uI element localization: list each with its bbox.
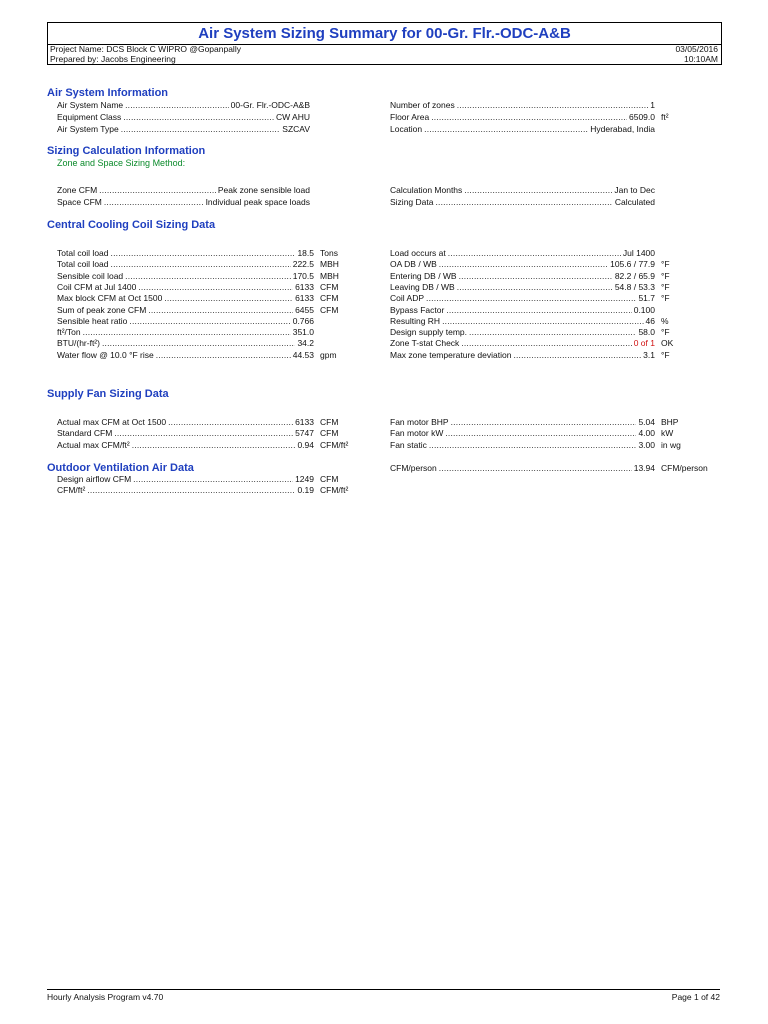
field-value: 44.53 [292, 349, 314, 360]
field-label: Equipment Class [57, 112, 122, 122]
project-name: Project Name: DCS Block C WIPRO @Gopanpally [50, 44, 241, 54]
supply-fan-right-row [390, 428, 674, 439]
leader-dots [513, 350, 641, 360]
leader-dots [442, 316, 643, 326]
leader-dots [83, 327, 291, 337]
field-value: 351.0 [292, 327, 314, 338]
field-label: Design airflow CFM [57, 474, 132, 484]
field-label: CFM/person [390, 463, 437, 473]
sizing-calc-info-left-row [57, 197, 310, 207]
field-value: 18.5 [297, 248, 314, 258]
sizing-calc-info-right-row [390, 197, 655, 207]
field-value: 3.1 [643, 349, 655, 360]
cooling-coil-right-row [390, 338, 674, 349]
field-value: 34.2 [297, 338, 314, 349]
field-unit-text: CFM [320, 293, 339, 304]
field-label: Resulting RH [390, 315, 441, 326]
field-unit-text: CFM [320, 304, 339, 315]
field-value: 51.7 [638, 293, 655, 304]
field-label: Fan motor kW [390, 428, 444, 439]
leader-dots [429, 440, 637, 450]
leader-dots [132, 440, 296, 450]
field-value: 5.04 [638, 417, 655, 427]
program-version: Hourly Analysis Program v4.70 [47, 992, 164, 1002]
leader-dots [446, 305, 631, 315]
field-unit-text: °F [661, 281, 670, 292]
field-label: OA DB / WB [390, 259, 437, 270]
leader-dots [164, 293, 293, 303]
cooling-coil-right-row [390, 270, 670, 281]
air-system-info-left-row [57, 112, 310, 122]
field-label: Max block CFM at Oct 1500 [57, 293, 163, 304]
field-unit-text: °F [661, 259, 670, 270]
air-system-info-left-row [57, 100, 310, 110]
field-value: Calculated [614, 197, 655, 207]
supply-fan-left-row [57, 428, 339, 439]
field-value: 6509.0 [629, 112, 655, 122]
field-label: Design supply temp. [390, 327, 468, 338]
cooling-coil-left-row [57, 327, 314, 337]
report-footer [47, 992, 720, 1002]
cooling-coil-right-row [390, 315, 669, 326]
outdoor-vent-left-row [57, 485, 349, 496]
header-row-project [50, 44, 718, 54]
leader-dots [469, 327, 636, 337]
field-unit-text: °F [661, 327, 670, 338]
leader-dots [457, 100, 649, 110]
field-value: Jan to Dec [614, 185, 655, 195]
leader-dots [123, 112, 274, 122]
leader-dots [125, 100, 229, 110]
leader-dots [431, 112, 627, 122]
supply-fan-left-row [57, 439, 349, 450]
field-value: Peak zone sensible load [217, 185, 310, 195]
leader-dots [445, 428, 636, 438]
field-value: 6133 [295, 417, 314, 427]
section-supply-fan: Supply Fan Sizing Data [47, 388, 169, 400]
cooling-coil-left-row [57, 281, 339, 292]
field-label: Water flow @ 10.0 °F rise [57, 349, 154, 360]
field-unit-text: kW [661, 428, 674, 439]
air-system-info-right-row [390, 100, 655, 110]
field-unit-text: in wg [661, 439, 681, 450]
field-value: 4.00 [638, 428, 655, 439]
field-label: Calculation Months [390, 185, 463, 195]
field-unit-text: BHP [661, 417, 679, 427]
field-label: Actual max CFM at Oct 1500 [57, 417, 167, 427]
cooling-coil-right-row [390, 248, 655, 258]
field-unit-text: °F [661, 349, 670, 360]
report-date: 03/05/2016 [675, 44, 718, 54]
field-unit-text: °F [661, 293, 670, 304]
field-value: Hyderabad, India [590, 124, 655, 134]
leader-dots [104, 197, 204, 207]
field-label: Total coil load [57, 259, 109, 270]
field-value: 6133 [295, 293, 314, 304]
leader-dots [168, 417, 293, 427]
field-value: 6455 [295, 304, 314, 315]
field-value: Jul 1400 [622, 248, 655, 258]
field-value: 0 of 1 [633, 338, 655, 349]
field-value: 82.2 / 65.9 [614, 270, 655, 281]
outdoor-vent-right-row [390, 463, 708, 473]
field-label: Floor Area [390, 112, 430, 122]
field-value: Individual peak space loads [205, 197, 310, 207]
cooling-coil-right-row [390, 349, 670, 360]
field-label: Number of zones [390, 100, 455, 110]
section-outdoor-vent: Outdoor Ventilation Air Data [47, 462, 194, 474]
field-label: Sensible coil load [57, 270, 124, 281]
leader-dots [121, 124, 281, 134]
leader-dots [102, 338, 295, 348]
cooling-coil-right-row [390, 281, 670, 292]
supply-fan-left-row [57, 417, 339, 427]
field-label: Max zone temperature deviation [390, 349, 512, 360]
supply-fan-right-row [390, 439, 681, 450]
report-time: 10:10AM [683, 54, 718, 64]
field-unit-text: CFM/ft² [320, 485, 349, 496]
field-unit-text: MBH [320, 259, 339, 270]
leader-dots [138, 282, 293, 292]
field-unit-text: OK [661, 338, 674, 349]
supply-fan-right-row [390, 417, 679, 427]
field-value: 170.5 [292, 270, 314, 281]
field-value: 0.766 [292, 315, 314, 326]
field-label: Sizing Data [390, 197, 434, 207]
sizing-method-note: Zone and Space Sizing Method: [57, 158, 186, 168]
cooling-coil-right-row [390, 305, 655, 315]
cooling-coil-left-row [57, 316, 314, 326]
field-unit-text: CFM/ft² [320, 439, 349, 450]
field-label: Fan motor BHP [390, 417, 449, 427]
field-label: Zone CFM [57, 185, 98, 195]
leader-dots [461, 338, 631, 348]
outdoor-vent-left-row [57, 474, 339, 484]
leader-dots [99, 185, 216, 195]
leader-dots [448, 248, 621, 258]
field-label: Location [390, 124, 423, 134]
field-value: 0.94 [297, 439, 314, 450]
air-system-info-left-row [57, 124, 310, 134]
field-value: 222.5 [292, 259, 314, 270]
leader-dots [87, 485, 295, 495]
field-unit-text: CFM [320, 428, 339, 439]
leader-dots [435, 197, 612, 207]
field-unit-text: °F [661, 270, 670, 281]
report-header [47, 22, 722, 65]
cooling-coil-right-row [390, 259, 670, 270]
leader-dots [125, 271, 291, 281]
field-unit-text: ft² [661, 112, 669, 122]
section-cooling-coil: Central Cooling Coil Sizing Data [47, 219, 216, 231]
field-unit-text: CFM [320, 281, 339, 292]
field-label: Fan static [390, 439, 427, 450]
field-unit-text: gpm [320, 349, 337, 360]
field-value: 13.94 [633, 463, 655, 473]
report-title: Air System Sizing Summary for 00-Gr. Flr.-ODC-A&B [198, 25, 571, 42]
sizing-calc-info-right-row [390, 185, 655, 195]
field-value: 0.19 [297, 485, 314, 496]
field-label: Actual max CFM/ft² [57, 439, 130, 450]
leader-dots [439, 259, 608, 269]
field-value: 46 [645, 315, 655, 326]
field-unit-text: CFM [320, 474, 339, 484]
field-value: 58.0 [638, 327, 655, 338]
leader-dots [111, 259, 291, 269]
field-label: Bypass Factor [390, 304, 445, 315]
field-unit-text: CFM [320, 417, 339, 427]
field-label: Entering DB / WB [390, 270, 457, 281]
leader-dots [451, 417, 637, 427]
field-value: 00-Gr. Flr.-ODC-A&B [230, 100, 310, 110]
cooling-coil-left-row [57, 270, 339, 281]
leader-dots [424, 124, 588, 134]
field-value: 1249 [295, 474, 314, 484]
field-label: Sensible heat ratio [57, 315, 128, 326]
cooling-coil-left-row [57, 259, 339, 270]
field-label: Air System Name [57, 100, 124, 110]
leader-dots [111, 248, 296, 258]
cooling-coil-left-row [57, 349, 337, 360]
cooling-coil-left-row [57, 338, 314, 348]
prepared-by: Prepared by: Jacobs Engineering [50, 54, 176, 64]
field-label: Load occurs at [390, 248, 446, 258]
field-label: Leaving DB / WB [390, 281, 455, 292]
field-value: 3.00 [638, 439, 655, 450]
field-value: 1 [650, 100, 655, 110]
field-value: SZCAV [282, 124, 310, 134]
leader-dots [133, 474, 293, 484]
leader-dots [129, 316, 290, 326]
sizing-calc-info-left-row [57, 185, 310, 195]
leader-dots [114, 428, 293, 438]
field-unit-text: MBH [320, 270, 339, 281]
footer-divider [47, 989, 720, 990]
field-unit-text: CFM/person [661, 463, 708, 473]
section-sizing-calc-info: Sizing Calculation Information [47, 145, 206, 157]
field-unit-text: Tons [320, 248, 338, 258]
field-value: 105.6 / 77.9 [610, 259, 655, 270]
field-label: Total coil load [57, 248, 109, 258]
field-label: BTU/(hr-ft²) [57, 338, 100, 349]
field-label: Air System Type [57, 124, 119, 134]
field-value: 0.100 [633, 304, 655, 315]
cooling-coil-left-row [57, 304, 339, 315]
air-system-info-right-row [390, 112, 669, 122]
cooling-coil-left-row [57, 293, 339, 304]
field-value: 5747 [295, 428, 314, 439]
field-label: Coil CFM at Jul 1400 [57, 281, 137, 292]
field-value: 54.8 / 53.3 [614, 281, 655, 292]
air-system-info-right-row [390, 124, 655, 134]
section-air-system-info: Air System Information [47, 87, 169, 99]
leader-dots [426, 293, 636, 303]
field-label: CFM/ft² [57, 485, 86, 496]
leader-dots [457, 282, 613, 292]
field-value: 6133 [295, 281, 314, 292]
field-label: Zone T-stat Check [390, 338, 460, 349]
field-value: CW AHU [276, 112, 310, 122]
field-label: Coil ADP [390, 293, 425, 304]
leader-dots [464, 185, 612, 195]
field-label: Sum of peak zone CFM [57, 304, 147, 315]
leader-dots [439, 463, 632, 473]
field-label: Standard CFM [57, 428, 113, 439]
leader-dots [156, 350, 291, 360]
field-label: Space CFM [57, 197, 102, 207]
page-number: Page 1 of 42 [671, 992, 720, 1002]
leader-dots [148, 305, 293, 315]
header-row-prepared [50, 54, 718, 64]
field-label: ft²/Ton [57, 327, 81, 338]
leader-dots [459, 271, 613, 281]
cooling-coil-right-row [390, 327, 670, 338]
field-unit-text: % [661, 315, 669, 326]
cooling-coil-left-row [57, 248, 338, 258]
cooling-coil-right-row [390, 293, 670, 304]
